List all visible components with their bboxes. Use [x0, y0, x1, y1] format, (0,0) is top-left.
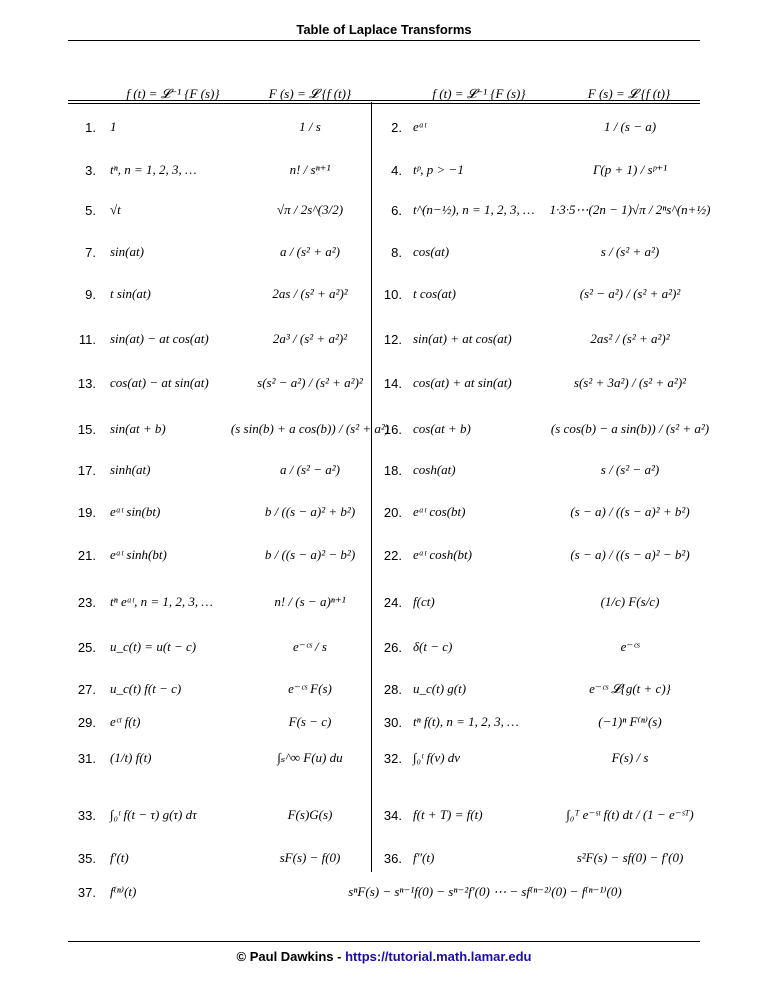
row-6-rn: 12.: [383, 331, 402, 347]
row-19-ln: 37.: [77, 884, 96, 900]
row-4-lF: a / (s² + a²): [280, 244, 340, 259]
row-11-lF: b / ((s − a)² − b²): [264, 547, 356, 562]
row-12-rf: f(ct): [413, 594, 435, 609]
row-12-lf: tⁿ eᵃᵗ, n = 1, 2, 3, …: [110, 594, 213, 609]
row-7-rF: s(s² + 3a²) / (s² + a²)²: [573, 375, 687, 390]
footer-rule: [68, 941, 700, 942]
row-12-rn: 24.: [383, 594, 402, 610]
row-14-rf: u_c(t) g(t): [413, 681, 467, 696]
row-15-ln: 29.: [77, 714, 96, 730]
row-8-lf: sin(at + b): [110, 421, 166, 436]
header-f-right: f (t) = 𝓛⁻¹ {F (s)}: [432, 86, 526, 101]
row-17-rf: f(t + T) = f(t): [413, 807, 483, 822]
row-8-ln: 15.: [77, 421, 96, 437]
row-17-rn: 34.: [383, 807, 402, 823]
row-9-rF: s / (s² − a²): [600, 462, 660, 477]
row-1-rn: 2.: [391, 119, 402, 135]
row-2-ln: 3.: [85, 162, 96, 178]
row-13-rF: e⁻ᶜˢ: [620, 639, 640, 654]
row-8-rf: cos(at + b): [413, 421, 471, 436]
row-14-rF: e⁻ᶜˢ 𝓛{g(t + c)}: [589, 681, 671, 696]
row-14-lf: u_c(t) f(t − c): [110, 681, 182, 696]
row-13-lF: e⁻ᶜˢ / s: [293, 639, 327, 654]
row-6-lF: 2a³ / (s² + a²)²: [272, 331, 348, 346]
row-15-lF: F(s − c): [288, 714, 332, 729]
row-4-ln: 7.: [85, 244, 96, 260]
header-rule-1: [68, 100, 700, 101]
row-2-rf: tᵖ, p > −1: [413, 162, 464, 177]
row-9-ln: 17.: [77, 462, 96, 478]
row-14-ln: 27.: [77, 681, 96, 697]
header-F-right: F (s) = 𝓛 {f (t)}: [587, 86, 671, 101]
row-1-rf: eᵃᵗ: [413, 119, 427, 134]
row-16-rF: F(s) / s: [611, 750, 649, 765]
row-19-lF: sⁿF(s) − sⁿ⁻¹f(0) − sⁿ⁻²f′(0) ⋯ − sf⁽ⁿ⁻²⁾(0) − f⁽ⁿ⁻¹⁾(0): [348, 884, 622, 899]
row-10-rn: 20.: [383, 504, 402, 520]
row-3-ln: 5.: [85, 202, 96, 218]
row-12-lF: n! / (s − a)ⁿ⁺¹: [274, 594, 346, 609]
row-18-rF: s²F(s) − sf(0) − f′(0): [576, 850, 684, 865]
row-2-rF: Γ(p + 1) / sᵖ⁺¹: [593, 162, 667, 177]
row-11-lf: eᵃᵗ sinh(bt): [110, 547, 167, 562]
row-17-lf: ∫₀ᵗ f(t − τ) g(τ) dτ: [110, 807, 197, 822]
row-18-rf: f″(t): [413, 850, 435, 865]
row-6-lf: sin(at) − at cos(at): [110, 331, 209, 346]
row-4-rf: cos(at): [413, 244, 450, 259]
row-5-lF: 2as / (s² + a²)²: [272, 286, 348, 301]
row-10-rf: eᵃᵗ cos(bt): [413, 504, 466, 519]
row-14-lF: e⁻ᶜˢ F(s): [288, 681, 332, 696]
row-18-ln: 35.: [77, 850, 96, 866]
row-1-rF: 1 / (s − a): [603, 119, 657, 134]
row-2-lF: n! / sⁿ⁺¹: [289, 162, 331, 177]
row-17-ln: 33.: [77, 807, 96, 823]
row-18-lf: f′(t): [110, 850, 129, 865]
row-10-rF: (s − a) / ((s − a)² + b²): [570, 504, 690, 519]
row-1-lf: 1: [110, 119, 117, 134]
row-3-lF: √π / 2s^(3/2): [276, 202, 344, 217]
row-1-lF: 1 / s: [299, 119, 321, 134]
row-13-ln: 25.: [77, 639, 96, 655]
row-11-ln: 21.: [77, 547, 96, 563]
row-15-rF: (−1)ⁿ F⁽ⁿ⁾(s): [598, 714, 662, 729]
row-18-rn: 36.: [383, 850, 402, 866]
row-19-lf: f⁽ⁿ⁾(t): [110, 884, 137, 899]
row-9-rf: cosh(at): [413, 462, 456, 477]
row-8-rF: (s cos(b) − a sin(b)) / (s² + a²): [550, 421, 710, 436]
row-10-lf: eᵃᵗ sin(bt): [110, 504, 161, 519]
row-9-rn: 18.: [383, 462, 402, 478]
row-7-rf: cos(at) + at sin(at): [413, 375, 512, 390]
row-16-lf: (1/t) f(t): [110, 750, 152, 765]
header-rule-2: [68, 103, 700, 104]
row-7-rn: 14.: [383, 375, 402, 391]
row-7-lF: s(s² − a²) / (s² + a²)²: [257, 375, 363, 390]
row-16-lF: ∫ₛ^∞ F(u) du: [277, 750, 343, 765]
row-4-rn: 8.: [391, 244, 402, 260]
row-5-rF: (s² − a²) / (s² + a²)²: [579, 286, 681, 301]
row-12-rF: (1/c) F(s/c): [600, 594, 660, 609]
row-4-rF: s / (s² + a²): [600, 244, 660, 259]
row-5-lf: t sin(at): [110, 286, 151, 301]
row-16-rn: 32.: [383, 750, 402, 766]
row-2-lf: tⁿ, n = 1, 2, 3, …: [110, 162, 197, 177]
row-11-rf: eᵃᵗ cosh(bt): [413, 547, 472, 562]
row-10-ln: 19.: [77, 504, 96, 520]
row-3-rn: 6.: [391, 202, 402, 218]
row-18-lF: sF(s) − f(0): [279, 850, 341, 865]
row-12-ln: 23.: [77, 594, 96, 610]
row-13-rn: 26.: [383, 639, 402, 655]
row-9-lf: sinh(at): [110, 462, 151, 477]
row-11-rn: 22.: [383, 547, 402, 563]
row-3-rF: 1·3·5⋯(2n − 1)√π / 2ⁿs^(n+½): [549, 202, 711, 217]
row-13-rf: δ(t − c): [413, 639, 453, 654]
row-16-ln: 31.: [77, 750, 96, 766]
row-9-lF: a / (s² − a²): [280, 462, 340, 477]
row-15-rf: tⁿ f(t), n = 1, 2, 3, …: [413, 714, 519, 729]
row-5-ln: 9.: [85, 286, 96, 302]
row-13-lf: u_c(t) = u(t − c): [110, 639, 197, 654]
page-title: Table of Laplace Transforms: [296, 22, 472, 37]
tutorial-link[interactable]: https://tutorial.math.lamar.edu: [345, 949, 532, 964]
row-16-rf: ∫₀ᵗ f(v) dv: [413, 750, 461, 765]
row-11-rF: (s − a) / ((s − a)² − b²): [570, 547, 690, 562]
header-F-left: F (s) = 𝓛 {f (t)}: [268, 86, 352, 101]
footer: [0, 949, 768, 964]
row-6-rF: 2as² / (s² + a²)²: [590, 331, 670, 346]
row-8-rn: 16.: [383, 421, 402, 437]
header-f-left: f (t) = 𝓛⁻¹ {F (s)}: [126, 86, 220, 101]
row-3-lf: √t: [110, 202, 121, 217]
row-3-rf: t^(n−½), n = 1, 2, 3, …: [413, 202, 535, 217]
row-2-rn: 4.: [391, 162, 402, 178]
title-rule: [68, 40, 700, 41]
row-15-lf: eᶜᵗ f(t): [110, 714, 141, 729]
copyright-text: © Paul Dawkins -: [236, 949, 346, 964]
row-17-lF: F(s)G(s): [287, 807, 333, 822]
row-7-lf: cos(at) − at sin(at): [110, 375, 209, 390]
row-8-lF: (s sin(b) + a cos(b)) / (s² + a²): [230, 421, 390, 436]
row-1-ln: 1.: [85, 119, 96, 135]
row-4-lf: sin(at): [110, 244, 144, 259]
row-5-rf: t cos(at): [413, 286, 456, 301]
row-17-rF: ∫₀ᵀ e⁻ˢᵗ f(t) dt / (1 − e⁻ˢᵀ): [566, 807, 694, 822]
row-6-rf: sin(at) + at cos(at): [413, 331, 512, 346]
row-6-ln: 11.: [78, 331, 96, 347]
row-10-lF: b / ((s − a)² + b²): [264, 504, 356, 519]
row-15-rn: 30.: [383, 714, 402, 730]
row-5-rn: 10.: [383, 286, 402, 302]
row-7-ln: 13.: [77, 375, 96, 391]
row-14-rn: 28.: [383, 681, 402, 697]
